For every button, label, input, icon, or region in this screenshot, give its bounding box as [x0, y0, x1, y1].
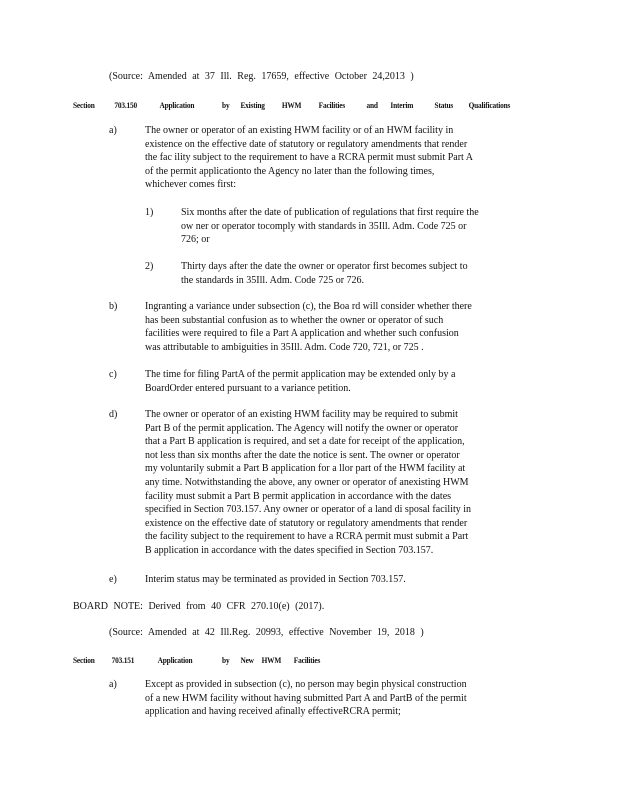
text-line: of the permit applicationto the Agency no later than the following times, — [145, 165, 435, 177]
item-a-text — [145, 124, 473, 192]
text-line: B application in accordance with the dates specified in Section 703.157. — [145, 544, 434, 556]
source-note-2: (Source: Amended at 42 Ill.Reg. 20993, effective November 19, 2018 ) — [109, 627, 424, 638]
text-line: the standards in 35Ill. Adm. Code 725 or 726. — [181, 274, 365, 286]
heading-word: Existing — [240, 101, 265, 110]
item-d-text — [145, 408, 471, 558]
section-label: Section — [73, 656, 95, 665]
text-line: the facility subject to the requirement to have a RCRA permit must submit a Part — [145, 531, 469, 543]
item-label: a) — [109, 679, 117, 690]
text-line: Thirty days after the date the owner or operator first becomes subject to — [181, 261, 468, 272]
heading-word: Facilities — [293, 656, 321, 665]
heading-word: Qualifications — [468, 101, 511, 110]
heading-word: New — [240, 656, 254, 665]
item-label: c) — [109, 369, 117, 380]
source-note-1: (Source: Amended at 37 Ill. Reg. 17659, effective October 24,2013 ) — [109, 71, 414, 82]
text-line: my voluntarily submit a Part B application for a llor part of the HWM facility at — [145, 463, 466, 475]
text-line: The owner or operator of an existing HWM facility or of an HWM facility in — [145, 125, 454, 136]
subitem-label: 2) — [145, 261, 154, 272]
heading-word: Application — [159, 101, 195, 110]
heading-word: by — [222, 101, 230, 110]
item-e-text — [145, 573, 406, 587]
text-line: Except as provided in subsection (c), no person may begin physical construction — [145, 679, 467, 690]
item-c-text — [145, 368, 455, 395]
text-line: Interim status may be terminated as provided in Section 703.157. — [145, 574, 406, 585]
text-line: ow ner or operator tocomply with standards in 35Ill. Adm. Code 725 or — [181, 220, 467, 232]
text-line: BoardOrder entered pursuant to a variance petition. — [145, 382, 351, 394]
heading-word: Status — [434, 101, 454, 110]
heading-word: by — [222, 656, 230, 665]
text-line: has been substantial confusion as to whether the owner or operator of such — [145, 314, 444, 326]
heading-word: Interim — [390, 101, 414, 110]
text-line: The time for filing PartA of the permit application may be extended only by a — [145, 369, 456, 380]
text-line: any time. Notwithstanding the above, any owner or operator of anexisting HWM — [145, 476, 469, 488]
item-b-text — [145, 300, 472, 354]
text-line: 726; or — [181, 234, 210, 246]
text-line: specified in Section 703.157. Any owner or operator of a land di sposal facility in — [145, 504, 472, 516]
subitem-label: 1) — [145, 207, 154, 218]
section-label: Section — [73, 101, 95, 110]
board-note: BOARD NOTE: Derived from 40 CFR 270.10(e) (2017). — [73, 601, 325, 612]
heading-word: HWM — [281, 101, 302, 110]
text-line: of a new HWM facility without having submitted Part A and PartB of the permit — [145, 692, 467, 704]
text-line: Six months after the date of publication of regulations that first require the — [181, 207, 479, 218]
text-line: The owner or operator of an existing HWM facility may be required to submit — [145, 409, 458, 420]
text-line: that a Part B application is required, and set a date for receipt of the application, — [145, 436, 465, 448]
text-line: Part B of the permit application. The Agency will notify the owner or operator — [145, 422, 459, 434]
text-line: was attributable to ambiguities in 35Ill. Adm. Code 720, 721, or 725 . — [145, 341, 424, 353]
heading-word: and — [366, 101, 378, 110]
section-number: 703.150 — [114, 101, 138, 110]
heading-word: HWM — [261, 656, 282, 665]
text-line: the fac ility subject to the requirement to have a RCRA permit must submit Part A — [145, 152, 473, 164]
text-line: facility must submit a Part B permit application in accordance with the dates — [145, 490, 452, 502]
item-label: a) — [109, 125, 117, 136]
text-line: existence on the effective date of statutory or regulatory amendments that render — [145, 138, 468, 150]
section-703-151-item-a-text — [145, 678, 467, 719]
text-line: application and having received afinally effectiveRCRA permit; — [145, 706, 401, 718]
heading-word: Facilities — [318, 101, 346, 110]
item-label: b) — [109, 301, 118, 312]
text-line: whichever comes first: — [145, 179, 237, 191]
item-label: d) — [109, 409, 118, 420]
subitem-1-text — [181, 206, 479, 247]
subitem-2-text — [181, 260, 468, 287]
text-line: Ingranting a variance under subsection (c), the Boa rd will consider whether there — [145, 301, 472, 312]
heading-word: Application — [157, 656, 193, 665]
text-line: not less than six months after the date the notice is sent. The owner or operator — [145, 449, 460, 461]
text-line: facilities were required to file a Part A application and whether such confusion — [145, 328, 459, 340]
text-line: existence on the effective date of statutory or regulatory amendments that render — [145, 517, 468, 529]
section-number: 703.151 — [111, 656, 135, 665]
item-label: e) — [109, 574, 117, 585]
